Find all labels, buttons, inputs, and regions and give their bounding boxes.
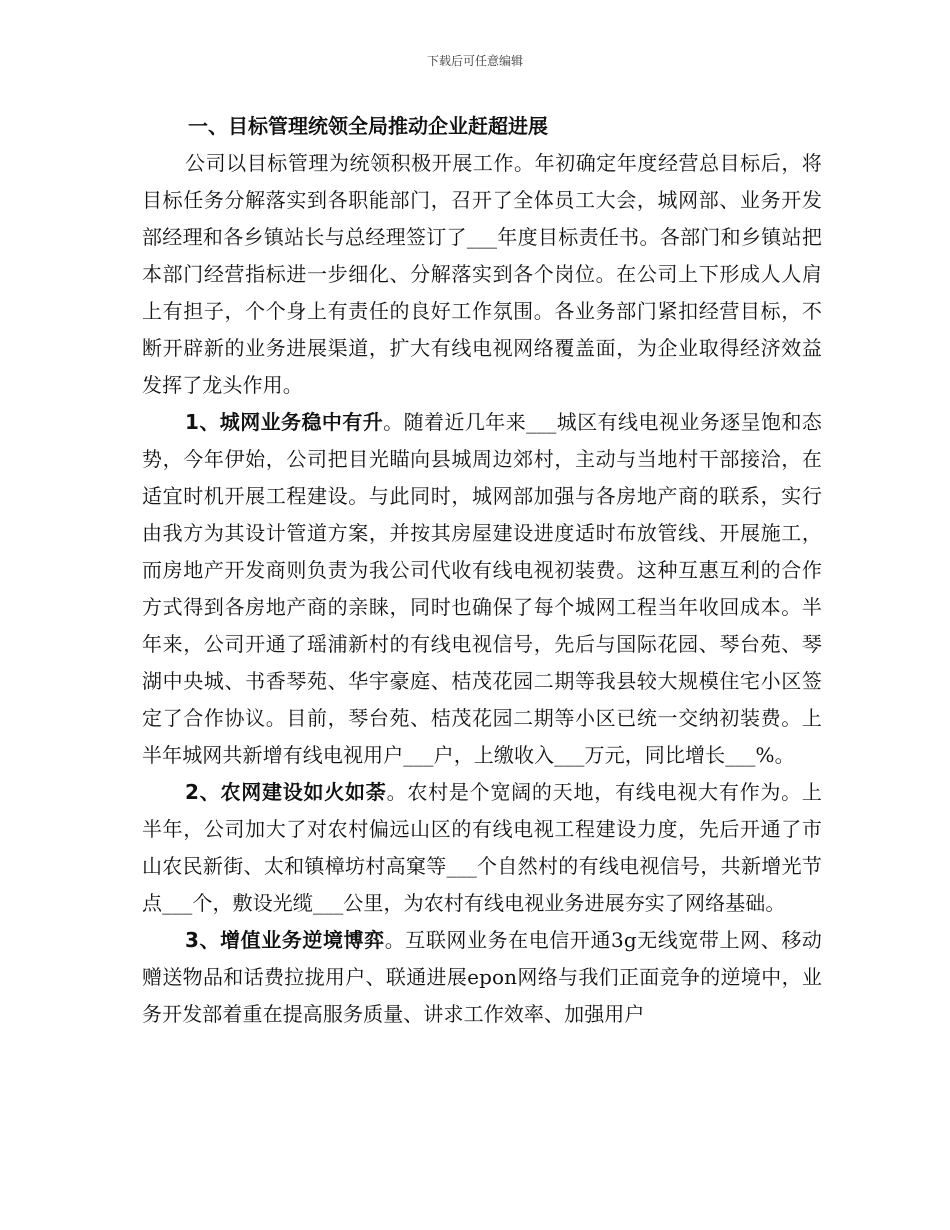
- paragraph-text: 。农村是个宽阔的天地，有线电视大有作为。上半年，公司加大了对农村偏远山区的有线电视工程建设力度，先后开通了市山农民新街、太和镇樟坊村高窠等___个自然村的有线电视信号，共新增光节点___个，敷设光缆___公里，为农村有线电视业务进展夯实了网络基础。: [142, 780, 822, 915]
- paragraph-text: 公司以目标管理为统领积极开展工作。年初确定年度经营总目标后，将目标任务分解落实到各职能部门，召开了全体员工大会，城网部、业务开发部经理和各乡镇站长与总经理签订了___年度目标责任书。各部门和乡镇站把本部门经营指标进一步细化、分解落实到各个岗位。在公司上下形成人人肩上有担子，个个身上有责任的良好工作氛围。各业务部门紧扣经营目标，不断开辟新的业务进展渠道，扩大有线电视网络覆盖面，为企业取得经济效益发挥了龙头作用。: [142, 151, 822, 397]
- paragraph-text: 。随着近几年来___城区有线电视业务逐呈饱和态势，今年伊始，公司把目光瞄向县城周边郊村，主动与当地村干部接洽，在适宜时机开展工程建设。与此同时，城网部加强与各房地产商的联系，实行由我方为其设计管道方案，并按其房屋建设进度适时布放管线、开展施工，而房地产开发商则负责为我公司代收有线电视初装费。这种互惠互利的合作方式得到各房地产商的亲睐，同时也确保了每个城网工程当年收回成本。半年来，公司开通了瑶浦新村的有线电视信号，先后与国际花园、琴台苑、琴湖中央城、书香琴苑、华宇豪庭、桔茂花园二期等我县较大规模住宅小区签定了合作协议。目前，琴台苑、桔茂花园二期等小区已统一交纳初装费。上半年城网共新增有线电视用户___户，上缴收入___万元，同比增长___%。: [142, 410, 822, 767]
- page-header: 下载后可任意编辑: [426, 54, 523, 68]
- section-heading: 一、目标管理统领全局推动企业赶超进展: [188, 114, 548, 138]
- paragraph-target-management: [142, 145, 822, 404]
- paragraph-value-added: [142, 922, 822, 1033]
- paragraph-lead: 2、农网建设如火如荼: [185, 780, 387, 804]
- document-body: [142, 108, 822, 1033]
- paragraph-lead: 1、城网业务稳中有升: [185, 410, 384, 434]
- paragraph-lead: 3、增值业务逆境博弈: [185, 928, 385, 952]
- paragraph-urban-network: [142, 404, 822, 774]
- paragraph-rural-network: [142, 774, 822, 922]
- paragraph-text: 。互联网业务在电信开通3g无线宽带上网、移动赠送物品和话费拉拢用户、联通进展epon网络与我们正面竞争的逆境中，业务开发部着重在提高服务质量、讲求工作效率、加强用户: [142, 928, 822, 1026]
